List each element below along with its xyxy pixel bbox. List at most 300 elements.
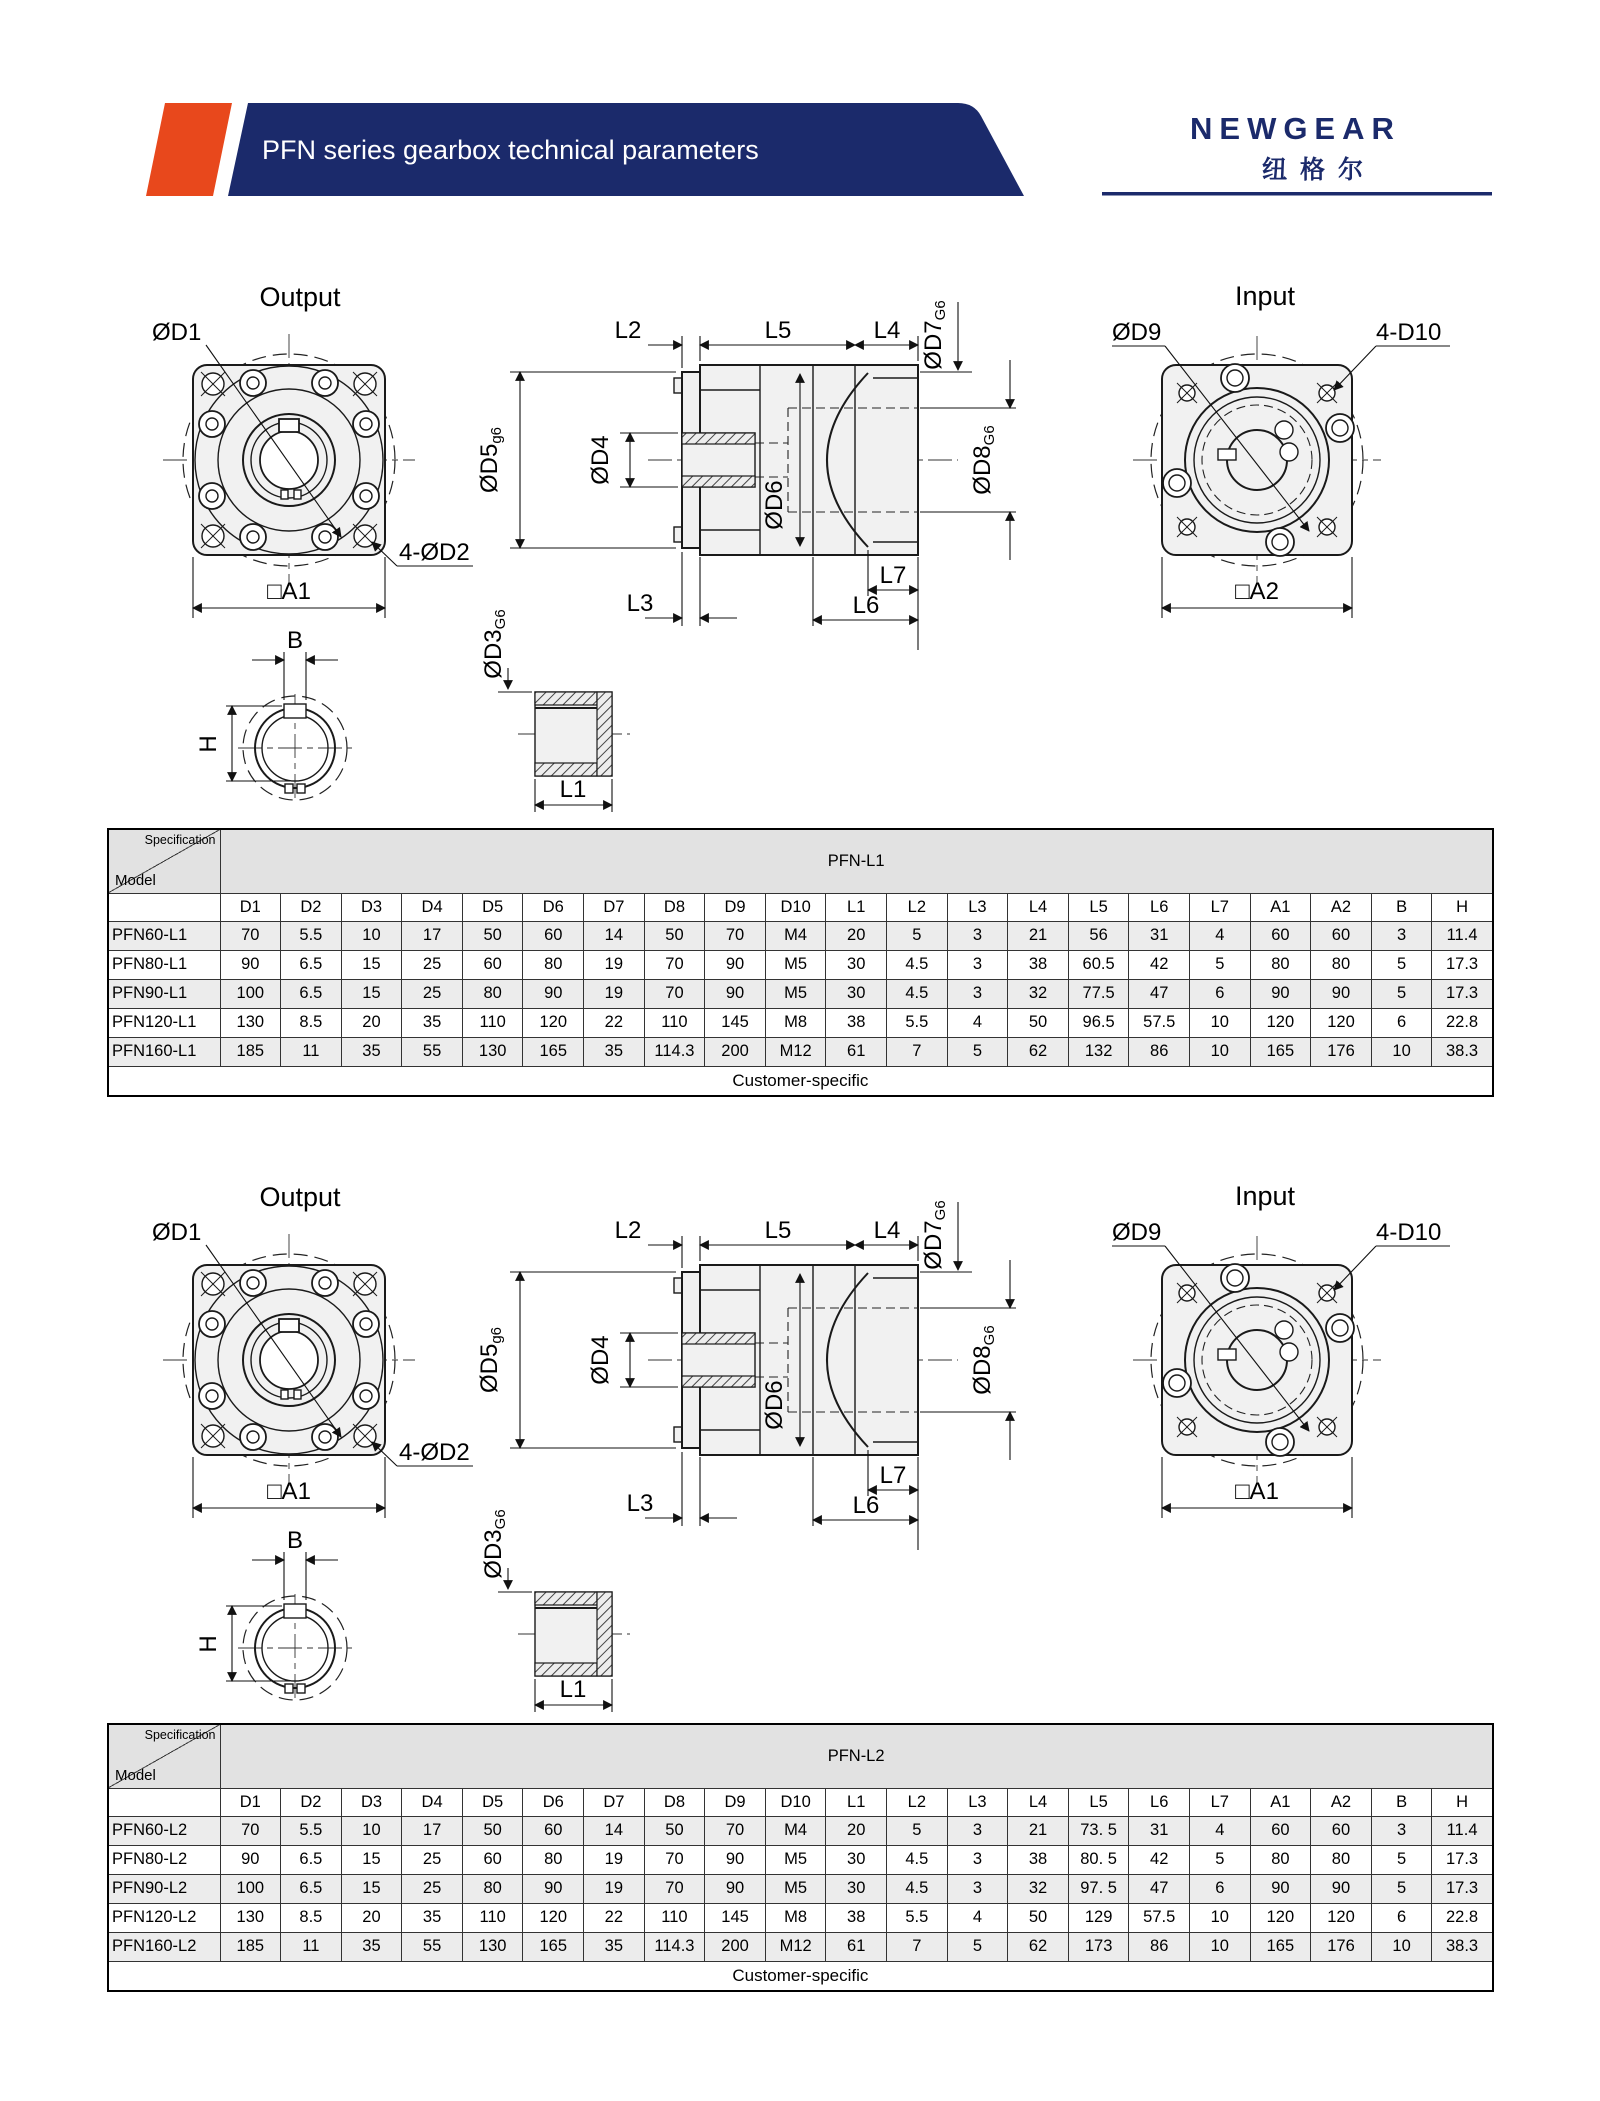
- value-cell: M4: [765, 1816, 826, 1845]
- value-cell: 165: [523, 1037, 584, 1066]
- label-od7g6: ØD7G6: [920, 1200, 949, 1270]
- input-view: [1112, 1181, 1450, 1518]
- value-cell: 60: [523, 921, 584, 950]
- value-cell: 21: [1008, 921, 1069, 950]
- value-cell: 30: [826, 1874, 887, 1903]
- label-l1: L1: [559, 776, 587, 803]
- value-cell: 90: [523, 979, 584, 1008]
- model-cell: PFN80-L1: [108, 950, 220, 979]
- value-cell: 30: [826, 979, 887, 1008]
- column-header-h: H: [1432, 893, 1493, 921]
- column-header-d10: D10: [765, 1788, 826, 1816]
- screw-hole: [1280, 443, 1298, 461]
- value-cell: 70: [644, 950, 705, 979]
- value-cell: 17: [402, 1816, 463, 1845]
- value-cell: 5: [887, 921, 948, 950]
- value-cell: 35: [584, 1037, 645, 1066]
- value-cell: 97. 5: [1068, 1874, 1129, 1903]
- value-cell: 3: [947, 921, 1008, 950]
- label-a1: □A1: [267, 578, 311, 605]
- value-cell: 96.5: [1068, 1008, 1129, 1037]
- column-header-d4: D4: [402, 893, 463, 921]
- value-cell: 60: [523, 1816, 584, 1845]
- label-od3g6: ØD3G6: [480, 1509, 509, 1579]
- column-header-d8: D8: [644, 893, 705, 921]
- value-cell: 10: [1190, 1932, 1251, 1961]
- value-cell: 114.3: [644, 1932, 705, 1961]
- value-cell: 50: [1008, 1008, 1069, 1037]
- value-cell: 42: [1129, 950, 1190, 979]
- brand-logo-cn: 纽格尔: [1262, 156, 1377, 184]
- value-cell: 62: [1008, 1037, 1069, 1066]
- screw-hole: [1275, 421, 1293, 439]
- column-header-d9: D9: [705, 893, 766, 921]
- model-cell: PFN160-L1: [108, 1037, 220, 1066]
- label-od4: ØD4: [587, 435, 614, 485]
- value-cell: 6: [1190, 1874, 1251, 1903]
- value-cell: 120: [523, 1008, 584, 1037]
- table-row: [108, 1008, 1493, 1037]
- label-b: B: [286, 1527, 304, 1554]
- value-cell: 6: [1371, 1008, 1432, 1037]
- keyway: [279, 1319, 299, 1332]
- value-cell: 80: [1311, 950, 1372, 979]
- keyway-detail: [195, 1527, 352, 1702]
- value-cell: 19: [584, 1874, 645, 1903]
- value-cell: 11: [281, 1037, 342, 1066]
- model-cell: PFN120-L1: [108, 1008, 220, 1037]
- model-cell: PFN90-L1: [108, 979, 220, 1008]
- value-cell: 7: [887, 1037, 948, 1066]
- value-cell: 3: [1371, 921, 1432, 950]
- value-cell: 47: [1129, 1874, 1190, 1903]
- column-header-l3: L3: [947, 1788, 1008, 1816]
- value-cell: 5: [1371, 1874, 1432, 1903]
- value-cell: 130: [462, 1037, 523, 1066]
- value-cell: M12: [765, 1037, 826, 1066]
- label-od1: ØD1: [152, 319, 202, 346]
- value-cell: 5: [1190, 950, 1251, 979]
- value-cell: 165: [523, 1932, 584, 1961]
- bushing-hatch-right: [597, 692, 612, 776]
- value-cell: 30: [826, 1845, 887, 1874]
- column-header-d1: D1: [220, 1788, 281, 1816]
- value-cell: 110: [644, 1008, 705, 1037]
- value-cell: 55: [402, 1932, 463, 1961]
- value-cell: 100: [220, 979, 281, 1008]
- snapring-ear: [285, 784, 293, 793]
- value-cell: 38.3: [1432, 1932, 1493, 1961]
- value-cell: M8: [765, 1008, 826, 1037]
- value-cell: 50: [462, 921, 523, 950]
- value-cell: 20: [341, 1008, 402, 1037]
- label-l2: L2: [614, 317, 642, 344]
- label-h: H: [195, 1635, 222, 1653]
- value-cell: M5: [765, 1874, 826, 1903]
- snapring-ear: [285, 1684, 293, 1693]
- screw-hole: [1280, 1343, 1298, 1361]
- value-cell: 129: [1068, 1903, 1129, 1932]
- column-header-b: B: [1371, 1788, 1432, 1816]
- label-a2: □A2: [1235, 578, 1279, 605]
- value-cell: 70: [644, 1874, 705, 1903]
- value-cell: 5: [947, 1037, 1008, 1066]
- value-cell: 11: [281, 1932, 342, 1961]
- value-cell: 110: [462, 1903, 523, 1932]
- value-cell: 90: [220, 1845, 281, 1874]
- drawing-section-1: [0, 160, 1600, 820]
- value-cell: 32: [1008, 979, 1069, 1008]
- label-l1: L1: [559, 1676, 587, 1703]
- column-header-d3: D3: [341, 1788, 402, 1816]
- column-header-d6: D6: [523, 1788, 584, 1816]
- value-cell: 25: [402, 1845, 463, 1874]
- value-cell: 120: [523, 1903, 584, 1932]
- value-cell: 31: [1129, 1816, 1190, 1845]
- value-cell: 10: [1371, 1932, 1432, 1961]
- output-view: [152, 1182, 473, 1518]
- label-h: H: [195, 735, 222, 753]
- value-cell: 60: [1250, 1816, 1311, 1845]
- value-cell: 6.5: [281, 1845, 342, 1874]
- value-cell: 22: [584, 1903, 645, 1932]
- value-cell: 90: [705, 1845, 766, 1874]
- table-row: [108, 1932, 1493, 1961]
- value-cell: 38: [826, 1008, 887, 1037]
- value-cell: 35: [341, 1932, 402, 1961]
- value-cell: 3: [947, 1845, 1008, 1874]
- column-header-row: [108, 893, 1493, 921]
- label-l7: L7: [879, 1462, 907, 1489]
- value-cell: 35: [402, 1903, 463, 1932]
- column-header-l2: L2: [887, 1788, 948, 1816]
- value-cell: 90: [1311, 1874, 1372, 1903]
- value-cell: 10: [1190, 1037, 1251, 1066]
- value-cell: 70: [220, 921, 281, 950]
- value-cell: 61: [826, 1037, 887, 1066]
- value-cell: 38: [1008, 950, 1069, 979]
- value-cell: 4: [1190, 921, 1251, 950]
- model-cell: PFN90-L2: [108, 1874, 220, 1903]
- value-cell: 90: [705, 979, 766, 1008]
- value-cell: 8.5: [281, 1903, 342, 1932]
- value-cell: 200: [705, 1037, 766, 1066]
- keyway-slot: [284, 1604, 306, 1618]
- label-4d10: 4-D10: [1376, 319, 1442, 346]
- value-cell: 47: [1129, 979, 1190, 1008]
- label-l6: L6: [852, 1492, 880, 1519]
- value-cell: 56: [1068, 921, 1129, 950]
- value-cell: 19: [584, 1845, 645, 1874]
- value-cell: 17.3: [1432, 1874, 1493, 1903]
- value-cell: 90: [1250, 1874, 1311, 1903]
- corner-model-label: Model: [115, 1766, 156, 1784]
- value-cell: 185: [220, 1037, 281, 1066]
- table-title: PFN-L1: [220, 829, 1493, 893]
- column-header-row: [108, 1788, 1493, 1816]
- value-cell: 35: [341, 1037, 402, 1066]
- value-cell: 31: [1129, 921, 1190, 950]
- model-cell: PFN60-L2: [108, 1816, 220, 1845]
- value-cell: 38: [1008, 1845, 1069, 1874]
- column-header-d3: D3: [341, 893, 402, 921]
- value-cell: 110: [644, 1903, 705, 1932]
- value-cell: 165: [1250, 1932, 1311, 1961]
- value-cell: 4.5: [887, 1874, 948, 1903]
- column-header-d5: D5: [462, 893, 523, 921]
- corner-specification-label: Specification: [144, 1728, 216, 1742]
- value-cell: 176: [1311, 1037, 1372, 1066]
- value-cell: 114.3: [644, 1037, 705, 1066]
- value-cell: 165: [1250, 1037, 1311, 1066]
- value-cell: 19: [584, 950, 645, 979]
- value-cell: 60: [1311, 921, 1372, 950]
- value-cell: 25: [402, 979, 463, 1008]
- value-cell: 6.5: [281, 1874, 342, 1903]
- output-view: [152, 282, 473, 618]
- sleeve-wall-hatch: [682, 1333, 755, 1344]
- value-cell: 200: [705, 1932, 766, 1961]
- footer-note: Customer-specific: [108, 1961, 1493, 1991]
- value-cell: 70: [644, 979, 705, 1008]
- value-cell: 10: [1190, 1903, 1251, 1932]
- bushing-hatch-top: [535, 692, 597, 705]
- value-cell: 17.3: [1432, 1845, 1493, 1874]
- value-cell: 60: [1250, 921, 1311, 950]
- value-cell: 130: [462, 1932, 523, 1961]
- value-cell: 80: [1250, 1845, 1311, 1874]
- model-cell: PFN160-L2: [108, 1932, 220, 1961]
- value-cell: 90: [523, 1874, 584, 1903]
- value-cell: 15: [341, 1874, 402, 1903]
- clamp-slot: [1218, 449, 1236, 460]
- column-header-l4: L4: [1008, 893, 1069, 921]
- value-cell: 80: [1311, 1845, 1372, 1874]
- corner-cell: [108, 829, 220, 893]
- value-cell: 120: [1250, 1008, 1311, 1037]
- flange-tab: [674, 378, 682, 393]
- column-header-a2: A2: [1311, 893, 1372, 921]
- value-cell: 80: [523, 1845, 584, 1874]
- label-od9: ØD9: [1112, 319, 1162, 346]
- value-cell: 50: [462, 1816, 523, 1845]
- value-cell: 73. 5: [1068, 1816, 1129, 1845]
- value-cell: 62: [1008, 1932, 1069, 1961]
- footer-note: Customer-specific: [108, 1066, 1493, 1096]
- label-od8g6: ØD8G6: [969, 1325, 998, 1395]
- value-cell: 120: [1250, 1903, 1311, 1932]
- value-cell: M4: [765, 921, 826, 950]
- value-cell: 60: [1311, 1816, 1372, 1845]
- value-cell: 70: [705, 921, 766, 950]
- value-cell: 57.5: [1129, 1903, 1190, 1932]
- column-header-d10: D10: [765, 893, 826, 921]
- value-cell: 22: [584, 1008, 645, 1037]
- value-cell: 20: [341, 1903, 402, 1932]
- value-cell: 60: [462, 1845, 523, 1874]
- column-header-l2: L2: [887, 893, 948, 921]
- model-cell: PFN120-L2: [108, 1903, 220, 1932]
- value-cell: 57.5: [1129, 1008, 1190, 1037]
- value-cell: 4: [947, 1903, 1008, 1932]
- table-row: [108, 950, 1493, 979]
- value-cell: 17: [402, 921, 463, 950]
- label-l7: L7: [879, 562, 907, 589]
- drawing-section-2: [0, 1060, 1600, 1720]
- value-cell: 10: [341, 1816, 402, 1845]
- column-header-d9: D9: [705, 1788, 766, 1816]
- value-cell: 21: [1008, 1816, 1069, 1845]
- page-title: PFN series gearbox technical parameters: [262, 135, 759, 165]
- value-cell: 60.5: [1068, 950, 1129, 979]
- keyway-slot: [284, 704, 306, 718]
- value-cell: 8.5: [281, 1008, 342, 1037]
- model-cell: PFN60-L1: [108, 921, 220, 950]
- value-cell: M8: [765, 1903, 826, 1932]
- bushing-hatch-bottom: [535, 1663, 597, 1676]
- value-cell: 50: [1008, 1903, 1069, 1932]
- value-cell: 90: [220, 950, 281, 979]
- corner-model-label: Model: [115, 871, 156, 889]
- label-od5g6: ØD5g6: [476, 426, 505, 494]
- value-cell: 80: [523, 950, 584, 979]
- value-cell: 50: [644, 921, 705, 950]
- label-od9: ØD9: [1112, 1219, 1162, 1246]
- label-l4: L4: [873, 317, 901, 344]
- column-header-l3: L3: [947, 893, 1008, 921]
- value-cell: 185: [220, 1932, 281, 1961]
- value-cell: 42: [1129, 1845, 1190, 1874]
- column-header-l5: L5: [1068, 893, 1129, 921]
- flange-tab: [674, 1427, 682, 1442]
- value-cell: 70: [220, 1816, 281, 1845]
- corner-specification-label: Specification: [144, 833, 216, 847]
- snapring-ear: [281, 490, 288, 499]
- blank-cell: [108, 1788, 220, 1816]
- value-cell: 22.8: [1432, 1008, 1493, 1037]
- column-header-d2: D2: [281, 893, 342, 921]
- bushing-hatch-right: [597, 1592, 612, 1676]
- shaft-bore: [260, 1331, 318, 1389]
- snapring-ear: [297, 784, 305, 793]
- value-cell: 6: [1190, 979, 1251, 1008]
- value-cell: 80: [1250, 950, 1311, 979]
- value-cell: 25: [402, 1874, 463, 1903]
- value-cell: 61: [826, 1932, 887, 1961]
- value-cell: 132: [1068, 1037, 1129, 1066]
- value-cell: 173: [1068, 1932, 1129, 1961]
- value-cell: 5.5: [887, 1008, 948, 1037]
- value-cell: 6.5: [281, 950, 342, 979]
- table-pfn-l1: [107, 828, 1493, 1097]
- value-cell: 17.3: [1432, 979, 1493, 1008]
- value-cell: 80. 5: [1068, 1845, 1129, 1874]
- value-cell: 5: [1371, 950, 1432, 979]
- value-cell: 38: [826, 1903, 887, 1932]
- value-cell: 25: [402, 950, 463, 979]
- value-cell: 130: [220, 1903, 281, 1932]
- input-title: Input: [1234, 1181, 1296, 1211]
- value-cell: 22.8: [1432, 1903, 1493, 1932]
- label-l5: L5: [764, 1217, 792, 1244]
- value-cell: 5: [1190, 1845, 1251, 1874]
- sleeve-wall-hatch: [682, 433, 755, 444]
- table-row: [108, 979, 1493, 1008]
- brand-logo: NEWGEAR: [1190, 111, 1401, 146]
- value-cell: 10: [1190, 1008, 1251, 1037]
- table-pfn-l2: [107, 1723, 1493, 1992]
- value-cell: 90: [705, 1874, 766, 1903]
- column-header-l6: L6: [1129, 893, 1190, 921]
- value-cell: 5: [1371, 1845, 1432, 1874]
- shaft-bore: [260, 431, 318, 489]
- value-cell: 3: [947, 979, 1008, 1008]
- bushing-hatch-top: [535, 1592, 597, 1605]
- column-header-d6: D6: [523, 893, 584, 921]
- label-l2: L2: [614, 1217, 642, 1244]
- value-cell: M5: [765, 1845, 826, 1874]
- column-header-l4: L4: [1008, 1788, 1069, 1816]
- output-title: Output: [259, 1182, 341, 1212]
- keyway: [279, 419, 299, 432]
- column-header-l7: L7: [1190, 1788, 1251, 1816]
- input-view: [1112, 281, 1450, 618]
- value-cell: 60: [462, 950, 523, 979]
- clamp-slot: [1218, 1349, 1236, 1360]
- value-cell: 70: [705, 1816, 766, 1845]
- input-title: Input: [1234, 281, 1296, 311]
- value-cell: 35: [584, 1932, 645, 1961]
- value-cell: 100: [220, 1874, 281, 1903]
- value-cell: 120: [1311, 1008, 1372, 1037]
- flange-tab: [674, 1278, 682, 1293]
- value-cell: 4.5: [887, 979, 948, 1008]
- value-cell: 5: [1371, 979, 1432, 1008]
- flange-tab: [674, 527, 682, 542]
- snapring-ear: [294, 1390, 301, 1399]
- table-row: [108, 921, 1493, 950]
- blank-cell: [108, 893, 220, 921]
- label-a1: □A1: [1235, 1478, 1279, 1505]
- value-cell: 32: [1008, 1874, 1069, 1903]
- value-cell: 80: [462, 1874, 523, 1903]
- value-cell: 176: [1311, 1932, 1372, 1961]
- value-cell: 3: [947, 1816, 1008, 1845]
- label-4od2: 4-ØD2: [399, 539, 470, 566]
- value-cell: M5: [765, 979, 826, 1008]
- value-cell: 3: [1371, 1816, 1432, 1845]
- value-cell: 70: [644, 1845, 705, 1874]
- value-cell: 14: [584, 921, 645, 950]
- column-header-l1: L1: [826, 893, 887, 921]
- value-cell: 86: [1129, 1037, 1190, 1066]
- value-cell: 3: [947, 1874, 1008, 1903]
- label-od7g6: ØD7G6: [920, 300, 949, 370]
- value-cell: 55: [402, 1037, 463, 1066]
- value-cell: 3: [947, 950, 1008, 979]
- table-row: [108, 1845, 1493, 1874]
- value-cell: 4.5: [887, 950, 948, 979]
- value-cell: 4: [947, 1008, 1008, 1037]
- value-cell: 145: [705, 1008, 766, 1037]
- table-row: [108, 1903, 1493, 1932]
- label-l3: L3: [626, 1490, 654, 1517]
- value-cell: 15: [341, 1845, 402, 1874]
- label-od6: ØD6: [761, 1380, 788, 1430]
- column-header-d7: D7: [584, 1788, 645, 1816]
- screw-hole: [1275, 1321, 1293, 1339]
- label-l5: L5: [764, 317, 792, 344]
